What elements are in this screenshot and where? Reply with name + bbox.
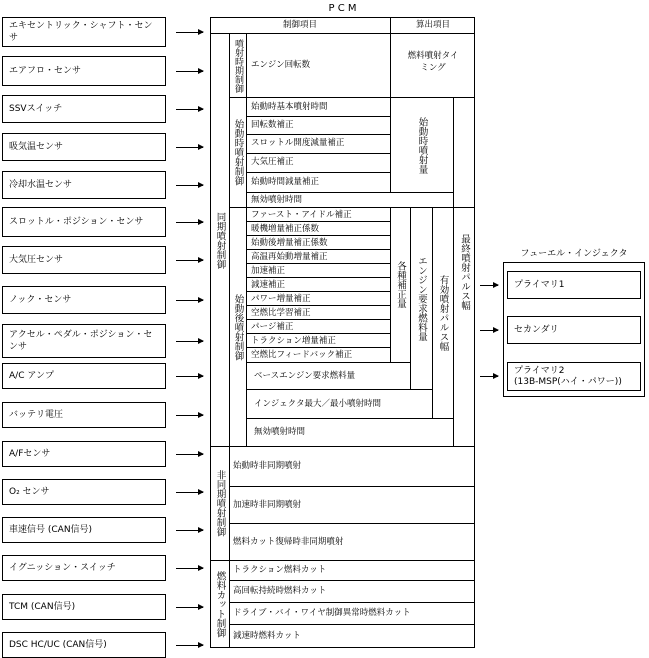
- arrow-in-ignition-switch: [176, 568, 203, 569]
- injector-secondary: [507, 316, 641, 344]
- group-sync: 同期噴射制御: [214, 211, 226, 269]
- injector-secondary-label: セカンダリ: [514, 324, 559, 335]
- injector-primary2-sub: (13B-MSP(ハイ・パワー)): [514, 376, 622, 387]
- arrow-out-secondary: [480, 330, 498, 331]
- item-purge: パージ補正: [251, 321, 294, 332]
- arrow-out-primary2: [480, 376, 498, 377]
- header-control-items: 制御項目: [282, 20, 317, 30]
- input-knock-sensor: [2, 286, 166, 314]
- pcm-title: P C M: [328, 2, 357, 14]
- item-baro-corr: 大気圧補正: [251, 157, 294, 167]
- arrow-in-battery-voltage: [176, 415, 203, 416]
- input-coolant-temp-sensor: [2, 171, 166, 199]
- arrow-in-vehicle-speed-signal: [176, 530, 203, 531]
- calc-timing: 燃料噴射タイミング: [407, 51, 459, 73]
- group-timing: 噴射時期制御: [233, 38, 243, 93]
- input-label: O₂ センサ: [9, 487, 50, 497]
- input-label: エアフロ・センサ: [9, 66, 82, 76]
- arrow-in-intake-temp-sensor: [176, 147, 203, 148]
- input-label: エキセントリック・シャフト・センサ: [9, 21, 153, 43]
- input-label: A/Fセンサ: [9, 449, 51, 459]
- arrow-out-primary1: [480, 285, 498, 286]
- input-dsc-signal: [2, 632, 166, 658]
- item-async-fuelcut: 燃料カット復帰時非同期噴射: [233, 536, 344, 547]
- input-label: SSVスイッチ: [9, 104, 63, 114]
- arrow-in-af-sensor: [176, 454, 203, 455]
- arrow-in-accel-pedal-sensor: [176, 341, 203, 342]
- item-after-start: 始動後増量補正係数: [251, 237, 328, 248]
- arrow-in-ac-amp: [176, 376, 203, 377]
- input-ssv-switch: [2, 95, 166, 123]
- item-start-time-decr: 始動時間減量補正: [251, 176, 320, 187]
- item-invalid2: 無効噴射時間: [254, 427, 306, 437]
- item-cut-highrpm: 高回転持続時燃料カット: [233, 586, 327, 596]
- item-async-start: 始動時非同期噴射: [233, 461, 302, 471]
- arrow-in-baro-sensor: [176, 260, 203, 261]
- input-ac-amp: [2, 363, 166, 389]
- arrow-in-dsc-signal: [176, 645, 203, 646]
- arrow-in-ssv-switch: [176, 109, 203, 110]
- item-hot-restart: 高温再始動増量補正: [251, 251, 328, 262]
- input-label: 吸気温センサ: [9, 142, 64, 152]
- input-tcm-signal: [2, 594, 166, 620]
- input-label: 車速信号 (CAN信号): [9, 525, 93, 535]
- item-warmup: 暖機増量補正係数: [251, 223, 320, 234]
- item-cut-traction: トラクション燃料カット: [233, 565, 327, 575]
- input-af-sensor: [2, 441, 166, 467]
- calc-engine-req: エンジン要求燃料量: [416, 255, 427, 342]
- input-battery-voltage: [2, 402, 166, 428]
- input-label: 大気圧センサ: [9, 255, 64, 265]
- calc-each-corr: 各種補正量: [395, 261, 406, 309]
- input-accel-pedal-sensor: [2, 324, 166, 358]
- input-label: アクセル・ペダル・ポジション・センサ: [9, 330, 153, 352]
- item-decel: 減速補正: [251, 279, 286, 290]
- input-ignition-switch: [2, 555, 166, 581]
- injector-primary2-label: プライマリ2: [514, 365, 565, 376]
- header-calc-items: 算出項目: [415, 20, 450, 30]
- calc-start-qty: 始動時噴射量: [416, 116, 428, 174]
- item-afr-fb: 空燃比フィードバック補正: [251, 349, 353, 360]
- group-async: 非同期噴射制御: [214, 470, 226, 537]
- item-inj-minmax: インジェクタ最大／最小噴射時間: [254, 398, 381, 409]
- input-vehicle-speed-signal: [2, 517, 166, 543]
- injector-primary1-label: プライマリ1: [514, 279, 565, 290]
- input-label: TCM (CAN信号): [9, 602, 76, 612]
- injector-title: フューエル・インジェクタ: [520, 248, 628, 259]
- arrow-in-o2-sensor: [176, 492, 203, 493]
- injector-primary2: [507, 362, 641, 391]
- arrow-in-throttle-position-sensor: [176, 222, 203, 223]
- input-airflow-sensor: [2, 56, 166, 86]
- input-intake-temp-sensor: [2, 133, 166, 161]
- calc-eff-pulse: 有効噴射パルス幅: [437, 275, 449, 351]
- item-throttle-decr: スロットル開度減量補正: [251, 138, 345, 148]
- item-accel: 加速補正: [251, 265, 286, 276]
- input-label: 冷却水温センサ: [9, 180, 73, 190]
- item-traction: トラクション増量補正: [251, 335, 336, 346]
- input-label: スロットル・ポジション・センサ: [9, 217, 144, 227]
- group-start: 始動時噴射制御: [232, 119, 244, 186]
- input-baro-sensor: [2, 246, 166, 274]
- input-label: DSC HC/UC (CAN信号): [9, 640, 107, 650]
- input-o2-sensor: [2, 479, 166, 505]
- item-engine-speed: エンジン回転数: [251, 60, 311, 70]
- item-async-accel: 加速時非同期噴射: [233, 499, 302, 510]
- input-label: A/C アンプ: [9, 371, 54, 381]
- input-label: ノック・センサ: [9, 295, 72, 305]
- input-eccentric-shaft-sensor: [2, 17, 166, 47]
- item-cut-decel: 減速時燃料カット: [233, 630, 301, 641]
- item-fast-idle: ファースト・アイドル補正: [251, 209, 352, 220]
- injector-primary1: [507, 271, 641, 299]
- calc-final-pulse: 最終噴射パルス幅: [459, 234, 470, 310]
- arrow-in-airflow-sensor: [176, 71, 203, 72]
- input-throttle-position-sensor: [2, 207, 166, 237]
- arrow-in-eccentric-shaft-sensor: [176, 32, 203, 33]
- arrow-in-knock-sensor: [176, 300, 203, 301]
- item-power: パワー増量補正: [251, 293, 311, 304]
- item-cut-dbw: ドライブ・バイ・ワイヤ制御異常時燃料カット: [233, 608, 411, 618]
- item-start-base: 始動時基本噴射時間: [251, 101, 328, 112]
- item-base-engine: ベースエンジン要求燃料量: [254, 370, 356, 381]
- input-label: イグニッション・スイッチ: [9, 563, 116, 573]
- item-invalid1: 無効噴射時間: [251, 194, 303, 205]
- group-cut: 燃料カット制御: [214, 571, 226, 638]
- input-label: バッテリ電圧: [9, 410, 64, 420]
- item-afr-learn: 空燃比学習補正: [251, 307, 311, 318]
- arrow-in-coolant-temp-sensor: [176, 185, 203, 186]
- arrow-in-tcm-signal: [176, 607, 203, 608]
- group-after: 始動後噴射制御: [232, 293, 244, 361]
- item-rpm-corr: 回転数補正: [251, 119, 294, 130]
